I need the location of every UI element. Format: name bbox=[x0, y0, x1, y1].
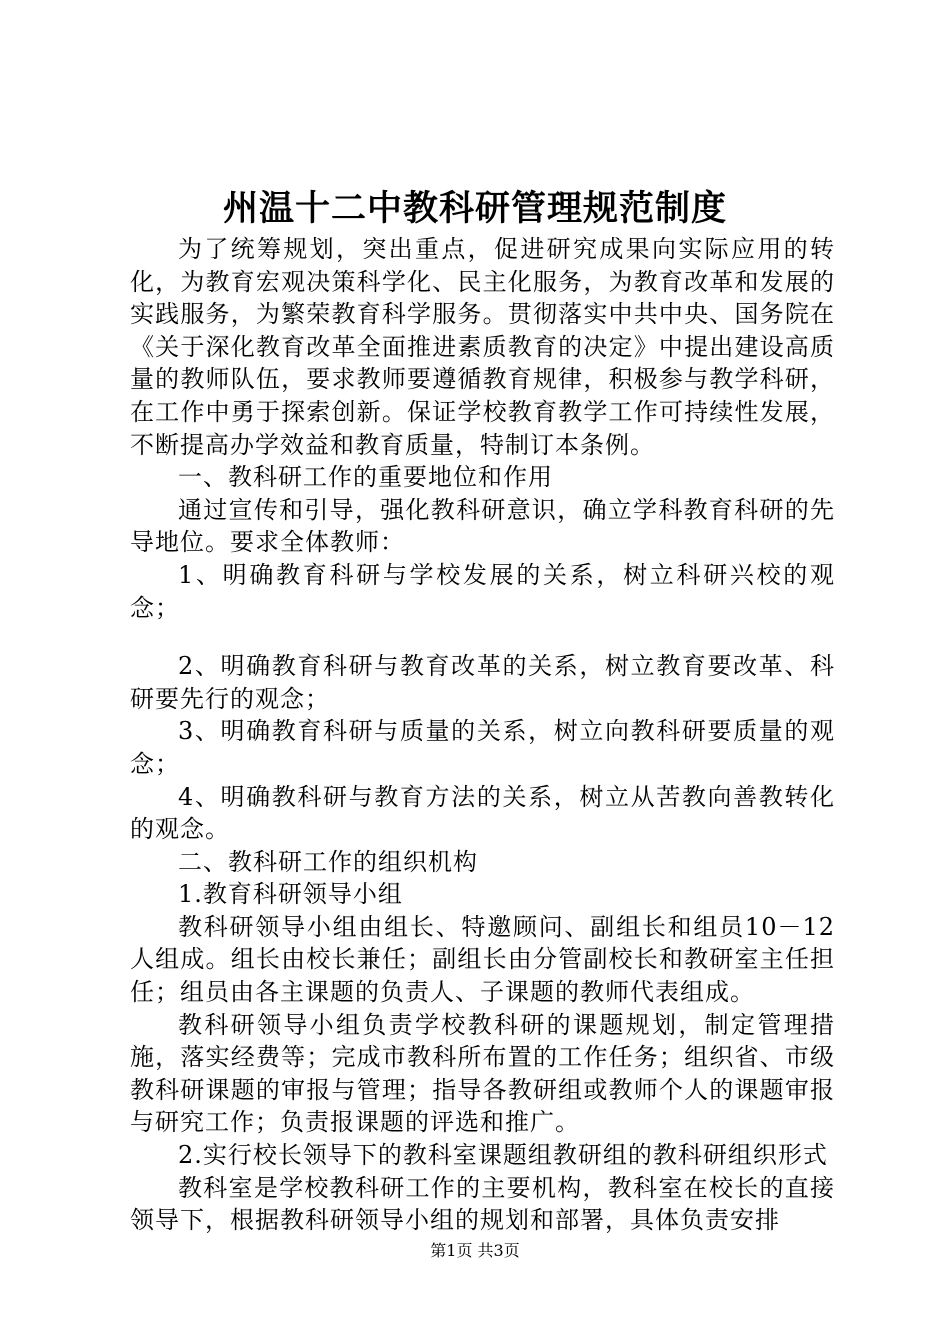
intro-paragraph: 为了统筹规划，突出重点，促进研究成果向实际应用的转化，为教育宏观决策科学化、民主化服务，为教育改革和发展的实践服务，为繁荣教育科学服务。贯彻落实中共中央、国务院在《关于深化教育改革全面推进素质教育的决定》中提出建设高质量的教师队伍，要求教师要遵循教育规律，积极参与教学科研，在工作中勇于探索创新。保证学校教育教学工作可持续性发展，不断提高办学效益和教育质量，特制订本条例。 bbox=[130, 235, 835, 459]
section-heading-1: 一、教科研工作的重要地位和作用 bbox=[178, 463, 553, 492]
list-item: 2、明确教育科研与教育改革的关系，树立教育要改革、科研要先行的观念； bbox=[130, 652, 835, 713]
body-paragraph: 教科研领导小组负责学校教科研的课题规划，制定管理措施，落实经费等；完成市教科所布置的工作任务；组织省、市级教科研课题的审报与管理；指导各教研组或教师个人的课题审报与研究工作；负责报课题的评选和推广。 bbox=[130, 1010, 835, 1137]
list-item: 4、明确教科研与教育方法的关系，树立从苦教向善教转化的观念。 bbox=[130, 782, 835, 844]
body-paragraph: 通过宣传和引导，强化教科研意识，确立学科教育科研的先导地位。要求全体教师： bbox=[130, 495, 835, 557]
document-title: 州温十二中教科研管理规范制度 bbox=[222, 189, 727, 229]
section-heading-2: 二、教科研工作的组织机构 bbox=[178, 847, 478, 876]
blank-line bbox=[130, 624, 835, 650]
body-paragraph: 教科室是学校教科研工作的主要机构，教科室在校长的直接领导下，根据教科研领导小组的规划和部署，具体负责安排 bbox=[130, 1173, 835, 1235]
subsection-heading: 2.实行校长领导下的教科室课题组教研组的教科研组织形式 bbox=[178, 1141, 828, 1170]
page-number: 第1页 共3页 bbox=[430, 1241, 520, 1260]
list-item: 1、明确教育科研与学校发展的关系，树立科研兴校的观念； bbox=[130, 560, 835, 622]
body-paragraph: 教科研领导小组由组长、特邀顾问、副组长和组员10－12人组成。组长由校长兼任；副组长由分管副校长和教研室主任担任；组员由各主课题的负责人、子课题的教师代表组成。 bbox=[130, 912, 835, 1007]
subsection-heading: 1.教育科研领导小组 bbox=[178, 880, 403, 909]
document-body bbox=[130, 233, 835, 1237]
list-item: 3、明确教育科研与质量的关系，树立向教科研要质量的观念； bbox=[130, 717, 835, 778]
